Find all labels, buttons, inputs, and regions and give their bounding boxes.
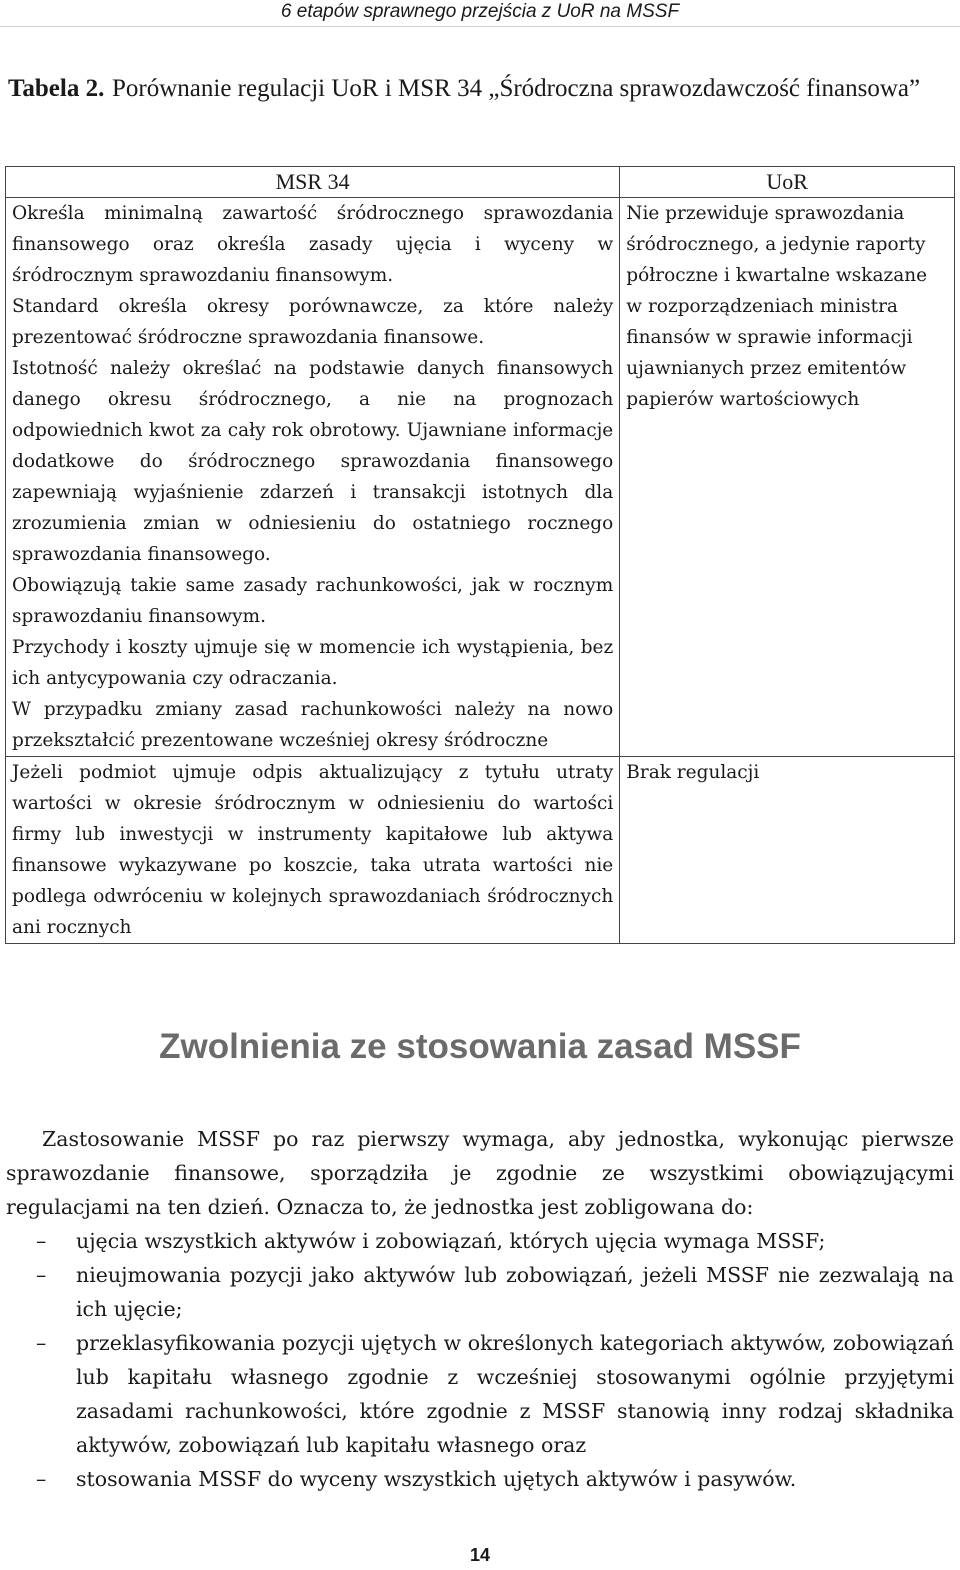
list-item-text: przeklasyfikowania pozycji ujętych w określonych kategoriach aktywów, zobowiązań lub kapitału własnego zgodnie z wcześniej stosowanymi ogólnie przyjętymi zasadami rachunkowości, które zgodnie z MSSF stanowią inny rodzaj składnika aktywów, zobowiązań lub kapitału własnego oraz <box>76 1331 954 1457</box>
cell-paragraph: Istotność należy określać na podstawie danych finansowych danego okresu śródrocznego, a nie na prognozach odpowiednich kwot za cały rok obrotowy. Ujawniane informacje dodatkowe do śródrocznego sprawozdania finansowego zapewniają wyjaśnienie zdarzeń i transakcji istotnych dla zrozumienia zmian w odniesieniu do ostatniego rocznego sprawozdania finansowego. <box>12 358 614 565</box>
table-caption <box>8 72 948 105</box>
table-header-row <box>6 167 955 198</box>
list-item-text: nieujmowania pozycji jako aktywów lub zobowiązań, jeżeli MSSF nie zezwalają na ich ujęcie; <box>76 1263 954 1321</box>
page-number: 14 <box>469 1545 491 1565</box>
uor-cell <box>620 757 955 944</box>
section-body <box>6 1122 954 1496</box>
cell-paragraph: Przychody i koszty ujmuje się w momencie ich wystąpienia, bez ich antycypowania czy odraczania. <box>12 637 614 689</box>
table-row <box>6 757 955 944</box>
cell-paragraph: Nie przewiduje sprawozdania śródrocznego, a jedynie raporty półroczne i kwartalne wskazane w rozporządzeniach ministra finansów w sprawie informacji ujawnianych przez emitentów papierów wartościowych <box>626 203 928 410</box>
table-caption-title: Porównanie regulacji UoR i MSR 34 „Śródroczna sprawozdawczość finansowa” <box>112 75 921 102</box>
dash-icon: – <box>36 1467 47 1491</box>
cell-paragraph: Obowiązują takie same zasady rachunkowości, jak w rocznym sprawozdaniu finansowym. <box>12 575 614 627</box>
msr34-cell <box>6 198 620 757</box>
cell-paragraph: Określa minimalną zawartość śródrocznego sprawozdania finansowego oraz określa zasady ujęcia i wyceny w śródrocznym sprawozdaniu finansowym. <box>12 203 614 286</box>
column-header-msr34: MSR 34 <box>6 167 620 198</box>
list-item-text: ujęcia wszystkich aktywów i zobowiązań, których ujęcia wymaga MSSF; <box>76 1229 826 1253</box>
list-item <box>6 1258 954 1326</box>
list-item <box>6 1462 954 1496</box>
intro-paragraph: Zastosowanie MSSF po raz pierwszy wymaga, aby jednostka, wykonując pierwsze sprawozdanie finansowe, sporządziła je zgodnie ze wszystkimi obowiązującymi regulacjami na ten dzień. Oznacza to, że jednostka jest zobligowana do: <box>6 1127 954 1219</box>
table-caption-label: Tabela 2. <box>8 75 105 102</box>
running-header: 6 etapów sprawnego przejścia z UoR na MSSF <box>0 0 960 27</box>
dash-icon: – <box>36 1331 47 1355</box>
list-item-text: stosowania MSSF do wyceny wszystkich ujętych aktywów i pasywów. <box>76 1467 797 1491</box>
list-item <box>6 1326 954 1462</box>
cell-paragraph: Jeżeli podmiot ujmuje odpis aktualizujący z tytułu utraty wartości w okresie śródrocznym w odniesieniu do wartości firmy lub inwestycji w instrumenty kapitałowe lub aktywa finansowe wykazywane po koszcie, taka utrata wartości nie podlega odwróceniu w kolejnych sprawozdaniach śródrocznych ani rocznych <box>12 762 614 938</box>
dash-icon: – <box>36 1229 47 1253</box>
msr34-cell <box>6 757 620 944</box>
comparison-table <box>5 166 955 944</box>
section-heading: Zwolnienia ze stosowania zasad MSSF <box>159 1027 801 1066</box>
bullet-list <box>6 1224 954 1496</box>
cell-paragraph: W przypadku zmiany zasad rachunkowości należy na nowo przekształcić prezentowane wcześniej okresy śródroczne <box>12 699 614 751</box>
dash-icon: – <box>36 1263 47 1287</box>
list-item <box>6 1224 954 1258</box>
column-header-uor: UoR <box>620 167 955 198</box>
cell-paragraph: Brak regulacji <box>626 762 760 783</box>
uor-cell <box>620 198 955 757</box>
table-row <box>6 198 955 757</box>
cell-paragraph: Standard określa okresy porównawcze, za które należy prezentować śródroczne sprawozdania finansowe. <box>12 296 614 348</box>
